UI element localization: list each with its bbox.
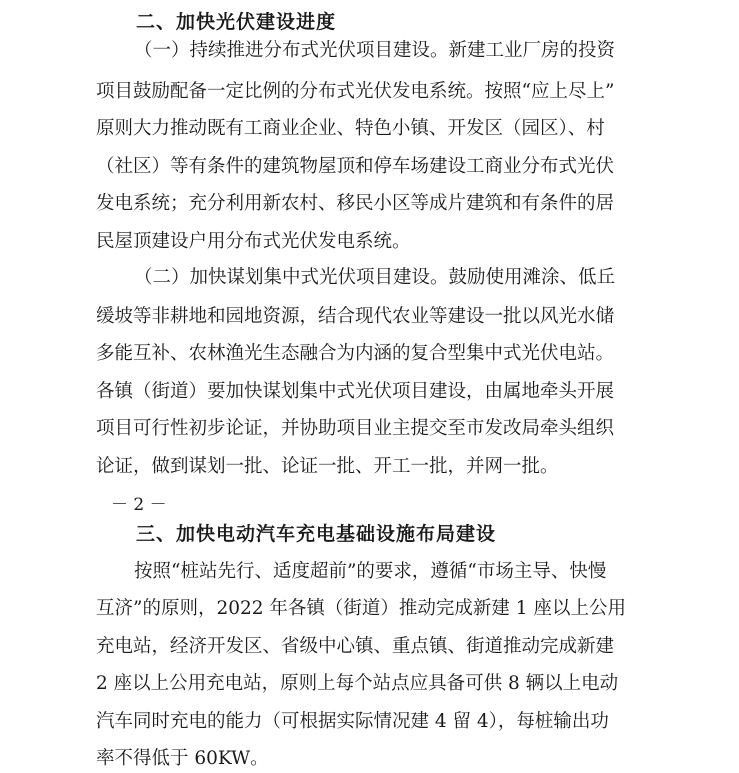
paragraph-line: 2 座以上公用充电站，原则上每个站点应具备可供 8 辆以上电动 [96,673,619,694]
paragraph-line: 多能互补、农林渔光生态融合为内涵的复合型集中式光伏电站。 [96,343,615,364]
paragraph-line: 项目可行性初步论证，并协助项目业主提交至市发改局牵头组织 [96,418,615,439]
paragraph-line: 项目鼓励配备一定比例的分布式光伏发电系统。按照“应上尽上” [96,81,615,102]
paragraph-line: 汽车同时充电的能力（可根据实际情况建 4 留 4），每桩输出功 [96,711,609,732]
paragraph-line: 互济”的原则，2022 年各镇（街道）推动完成新建 1 座以上公用 [96,598,626,619]
paragraph-line: 按照“桩站先行、适度超前”的要求，遵循“市场主导、快慢 [134,561,607,582]
paragraph-line: （二）加快谋划集中式光伏项目建设。鼓励使用滩涂、低丘 [134,267,616,288]
paragraph-line: 率不得低于 60KW。 [96,748,269,769]
paragraph-line: （社区）等有条件的建筑物屋顶和停车场建设工商业分布式光伏 [96,156,615,177]
section-heading-2: 二、加快光伏建设进度 [136,11,337,33]
paragraph-line: 原则大力推动既有工商业企业、特色小镇、开发区（园区）、村 [96,118,605,139]
paragraph-line: 发电系统；充分利用新农村、移民小区等成片建筑和有条件的居 [96,193,615,214]
paragraph-line: 各镇（街道）要加快谋划集中式光伏项目建设，由属地牵头开展 [96,381,615,402]
paragraph-line: （一）持续推进分布式光伏项目建设。新建工业厂房的投资 [134,40,616,61]
paragraph-line: 民屋顶建设户用分布式光伏发电系统。 [96,231,411,252]
paragraph-line: 论证，做到谋划一批、论证一批、开工一批，并网一批。 [96,456,559,477]
section-heading-3: 三、加快电动汽车充电基础设施布局建设 [136,523,497,545]
page-number: － 2 － [111,495,167,515]
paragraph-line: 充电站，经济开发区、省级中心镇、重点镇、街道推动完成新建 [96,636,615,657]
paragraph-line: 缓坡等非耕地和园地资源，结合现代农业等建设一批以风光水储 [96,306,615,327]
